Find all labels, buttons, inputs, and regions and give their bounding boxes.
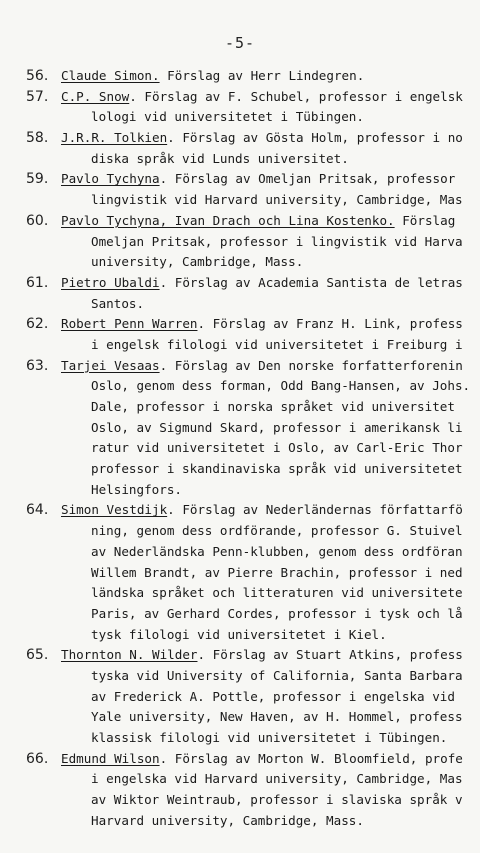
entry-number: 59. <box>26 171 49 188</box>
continuation-text: ländska språket och litteraturen vid universitete <box>91 585 463 601</box>
continuation-text: Oslo, genom dess forman, Odd Bang-Hansen, av Johs. <box>91 378 471 394</box>
continuation-text: av Wiktor Weintraub, professor i slaviska språk v <box>91 792 463 808</box>
entry-first-line <box>0 211 480 232</box>
entry-continuation-line <box>0 232 480 253</box>
continuation-text: Paris, av Gerhard Cordes, professor i tysk och lå <box>91 605 463 621</box>
entry-continuation-line <box>0 149 480 170</box>
entry-text <box>61 749 463 770</box>
entry-continuation-line <box>0 190 480 211</box>
entry-first-line <box>0 87 480 108</box>
entry-continuation-line <box>0 563 480 584</box>
entry-continuation-line <box>0 294 480 315</box>
nomination-text: . Förslag av Academia Santista de letras <box>159 274 463 290</box>
entry-text <box>61 169 455 190</box>
nomination-entry <box>0 87 480 128</box>
entry-continuation-line <box>0 521 480 542</box>
entry-text <box>61 128 463 149</box>
entry-continuation-line <box>0 790 480 811</box>
continuation-text: Omeljan Pritsak, professor i lingvistik vid Harva <box>91 233 463 249</box>
nominee-name: Simon Vestdijk <box>61 502 168 518</box>
nomination-entry <box>0 749 480 832</box>
entry-continuation-line <box>0 335 480 356</box>
nominee-name: Tarjei Vesaas <box>61 357 160 373</box>
entry-continuation-line <box>0 728 480 749</box>
nomination-text: . Förslag av Den norske forfatterforenin <box>159 357 463 373</box>
entry-first-line <box>0 749 480 770</box>
page-number: -5- <box>224 34 256 52</box>
entry-continuation-line <box>0 397 480 418</box>
entry-text <box>61 314 463 335</box>
continuation-text: diska språk vid Lunds universitet. <box>91 150 349 166</box>
nominee-name: Pavlo Tychyna, Ivan Drach och Lina Kostenko. <box>61 212 395 228</box>
nomination-entry <box>0 66 480 87</box>
continuation-text: professor i skandinaviska språk vid universitetet <box>91 461 463 477</box>
entry-number: 63. <box>26 357 49 374</box>
entry-number: 60. <box>26 212 49 229</box>
continuation-text: klassisk filologi vid universitetet i Tübingen. <box>91 730 448 745</box>
nomination-entry <box>0 356 480 501</box>
continuation-text: Yale university, New Haven, av H. Hommel, profess <box>91 709 463 725</box>
entry-first-line <box>0 645 480 666</box>
entry-continuation-line <box>0 707 480 728</box>
nominee-name: Robert Penn Warren <box>61 316 198 332</box>
nominee-name: Pietro Ubaldi <box>61 274 160 290</box>
entry-continuation-line <box>0 252 480 273</box>
entry-first-line <box>0 128 480 149</box>
entry-first-line <box>0 500 480 521</box>
nomination-entry <box>0 128 480 169</box>
continuation-text: Santos. <box>91 295 145 311</box>
continuation-text: Harvard university, Cambridge, Mass. <box>91 812 364 828</box>
continuation-text: university, Cambridge, Mass. <box>91 254 304 270</box>
entry-number: 65. <box>26 647 49 664</box>
entry-continuation-line <box>0 625 480 646</box>
entry-number: 56. <box>26 68 49 84</box>
entry-continuation-line <box>0 811 480 832</box>
nomination-list <box>0 66 480 831</box>
entry-number: 66. <box>26 750 49 767</box>
continuation-text: Oslo, av Sigmund Skard, professor i amerikansk li <box>91 419 463 435</box>
continuation-text: Willem Brandt, av Pierre Brachin, professor i ned <box>91 564 463 580</box>
entry-number: 64. <box>26 502 49 519</box>
nomination-text: . Förslag av Omeljan Pritsak, professor <box>159 171 456 187</box>
continuation-text: lologi vid universitetet i Tübingen. <box>91 109 364 125</box>
continuation-text: lingvistik vid Harvard university, Cambridge, Mas <box>91 192 463 208</box>
entry-continuation-line <box>0 542 480 563</box>
continuation-text: ning, genom dess ordförande, professor G. Stuivel <box>91 523 463 539</box>
nomination-entry <box>0 211 480 273</box>
entry-continuation-line <box>0 583 480 604</box>
entry-text <box>61 645 463 666</box>
continuation-text: tyska vid University of California, Santa Barbara <box>91 667 463 683</box>
nomination-text: Förslag av Herr Lindegren. <box>159 68 365 83</box>
entry-first-line <box>0 356 480 377</box>
entry-number: 61. <box>26 274 49 291</box>
entry-text <box>61 211 455 232</box>
entry-continuation-line <box>0 438 480 459</box>
entry-first-line <box>0 273 480 294</box>
entry-continuation-line <box>0 376 480 397</box>
entry-continuation-line <box>0 769 480 790</box>
entry-text <box>61 87 463 108</box>
entry-number: 57. <box>26 88 49 105</box>
entry-continuation-line <box>0 666 480 687</box>
entry-text <box>61 500 463 521</box>
nomination-entry <box>0 273 480 314</box>
nominee-name: J.R.R. Tolkien <box>61 130 168 146</box>
entry-first-line <box>0 314 480 335</box>
nominee-name: Pavlo Tychyna <box>61 171 160 187</box>
entry-continuation-line <box>0 687 480 708</box>
continuation-text: i engelska vid Harvard university, Cambridge, Mas <box>91 771 463 787</box>
continuation-text: Helsingfors. <box>91 481 182 497</box>
entry-continuation-line <box>0 480 480 501</box>
continuation-text: ratur vid universitetet i Oslo, av Carl-Eric Thor <box>91 440 463 456</box>
nomination-text: . Förslag av Nederländernas författarfö <box>167 502 463 518</box>
nomination-text: . Förslag av Gösta Holm, professor i no <box>167 130 463 146</box>
entry-text <box>61 66 364 87</box>
nomination-entry <box>0 500 480 645</box>
entry-first-line <box>0 66 480 87</box>
nominee-name: C.P. Snow <box>61 88 130 104</box>
entry-continuation-line <box>0 604 480 625</box>
continuation-text: Dale, professor i norska språket vid universitet <box>91 399 455 414</box>
entry-continuation-line <box>0 107 480 128</box>
nominee-name: Edmund Wilson <box>61 750 160 766</box>
nomination-text: . Förslag av Stuart Atkins, profess <box>197 647 463 663</box>
nomination-text: . Förslag av F. Schubel, professor i engelsk <box>129 88 463 104</box>
entry-first-line <box>0 169 480 190</box>
continuation-text: i engelsk filologi vid universitetet i Freiburg i <box>91 336 463 352</box>
nomination-entry <box>0 169 480 210</box>
nomination-text: . Förslag av Franz H. Link, profess <box>197 316 463 332</box>
entry-text <box>61 356 463 377</box>
nominee-name: Claude Simon. <box>61 68 160 83</box>
continuation-text: av Nederländska Penn-klubben, genom dess ordföran <box>91 543 463 559</box>
entry-number: 58. <box>26 130 49 147</box>
nominee-name: Thornton N. Wilder <box>61 647 198 663</box>
entry-number: 62. <box>26 316 49 333</box>
entry-text <box>61 273 463 294</box>
continuation-text: tysk filologi vid universitetet i Kiel. <box>91 626 387 642</box>
entry-continuation-line <box>0 418 480 439</box>
continuation-text: av Frederick A. Pottle, professor i engelska vid <box>91 688 455 704</box>
nomination-text: . Förslag av Morton W. Bloomfield, profe <box>159 750 463 766</box>
nomination-entry <box>0 314 480 355</box>
nomination-entry <box>0 645 480 748</box>
entry-continuation-line <box>0 459 480 480</box>
nomination-text: Förslag <box>394 212 456 228</box>
